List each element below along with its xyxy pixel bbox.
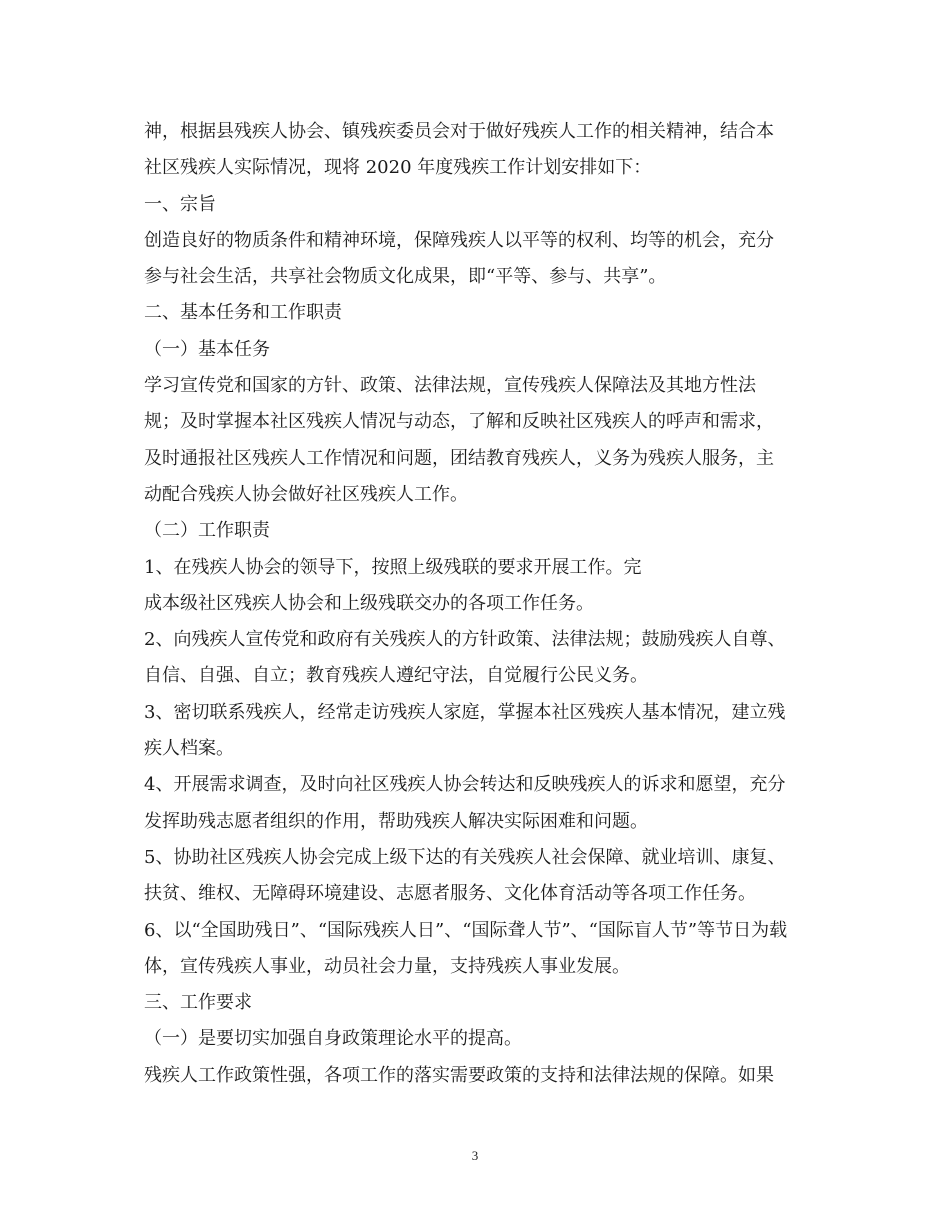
page-number: 3	[471, 1148, 479, 1163]
text-line: 学习宣传党和国家的方针、政策、法律法规，宣传残疾人保障法及其地方性法	[144, 375, 756, 397]
document-body	[144, 114, 814, 1094]
subsection-heading: （一）基本任务	[144, 338, 270, 360]
list-item-line: 3、密切联系残疾人，经常走访残疾人家庭，掌握本社区残疾人基本情况，建立残	[144, 701, 786, 723]
text-line: 及时通报社区残疾人工作情况和问题，团结教育残疾人，义务为残疾人服务，主	[144, 447, 774, 469]
list-item-line: 1、在残疾人协会的领导下，按照上级残联的要求开展工作。完	[144, 556, 642, 578]
list-item-line: 疾人档案。	[144, 738, 234, 760]
section-heading: 一、宗旨	[144, 193, 216, 215]
text-line: 残疾人工作政策性强，各项工作的落实需要政策的支持和法律法规的保障。如果	[144, 1064, 774, 1086]
subsection-heading: （二）工作职责	[144, 520, 270, 542]
section-heading: 二、基本任务和工作职责	[144, 302, 342, 324]
list-item-line: 发挥助残志愿者组织的作用，帮助残疾人解决实际困难和问题。	[144, 810, 648, 832]
list-item-line: 2、向残疾人宣传党和政府有关残疾人的方针政策、法律法规；鼓励残疾人自尊、	[144, 629, 786, 651]
list-item-line: 体，宣传残疾人事业，动员社会力量，支持残疾人事业发展。	[144, 955, 630, 977]
text-line: 神，根据县残疾人协会、镇残疾委员会对于做好残疾人工作的相关精神，结合本	[144, 121, 774, 142]
text-line: 参与社会生活，共享社会物质文化成果，即“平等、参与、共享”。	[144, 266, 667, 288]
text-line: 规；及时掌握本社区残疾人情况与动态，了解和反映社区残疾人的呼声和需求，	[144, 411, 774, 433]
list-item-line: 4、开展需求调查，及时向社区残疾人协会转达和反映残疾人的诉求和愿望，充分	[144, 774, 786, 796]
subsection-heading: （一）是要切实加强自身政策理论水平的提高。	[144, 1028, 522, 1050]
list-item-line: 6、以“全国助残日”、“国际残疾人日”、“国际聋人节”、“国际盲人节”等节日为载	[144, 919, 788, 941]
list-item-line: 自信、自强、自立；教育残疾人遵纪守法，自觉履行公民义务。	[144, 665, 648, 687]
section-heading: 三、工作要求	[144, 992, 252, 1014]
text-line: 创造良好的物质条件和精神环境，保障残疾人以平等的权利、均等的机会，充分	[144, 229, 774, 251]
list-item-line: 扶贫、维权、无障碍环境建设、志愿者服务、文化体育活动等各项工作任务。	[144, 883, 756, 905]
text-line: 社区残疾人实际情况，现将 2020 年度残疾工作计划安排如下：	[144, 157, 652, 179]
list-item-line: 成本级社区残疾人协会和上级残联交办的各项工作任务。	[144, 592, 594, 614]
text-line: 动配合残疾人协会做好社区残疾人工作。	[144, 483, 468, 505]
list-item-line: 5、协助社区残疾人协会完成上级下达的有关残疾人社会保障、就业培训、康复、	[144, 846, 786, 868]
